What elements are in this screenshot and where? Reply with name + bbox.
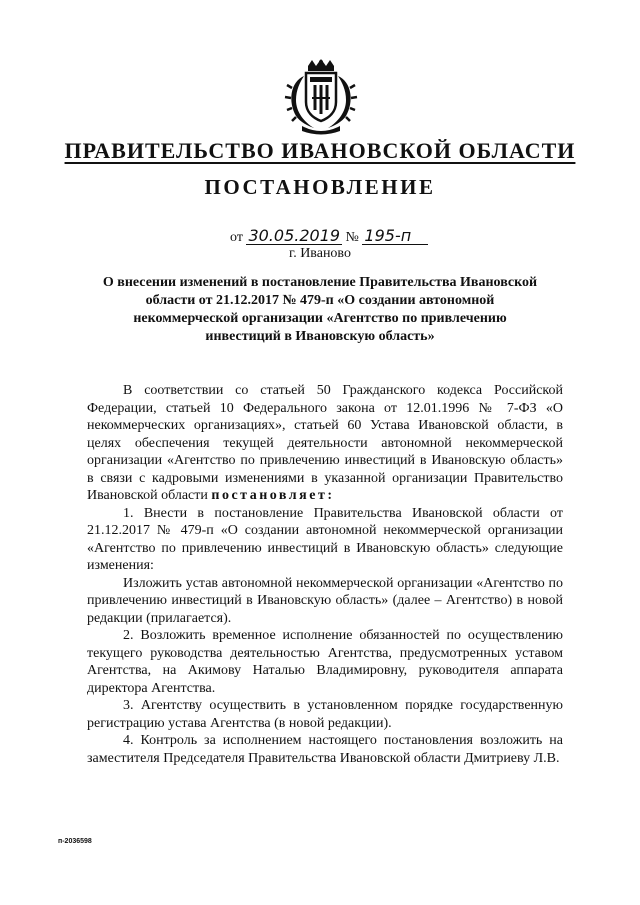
document-number: 195-п [362,228,428,245]
item-4: 4. Контроль за исполнением настоящего постановления возложить на заместителя Председателя Правительства Ивановской области Дмитриеву Л.В. [87,733,563,766]
document-type: ПОСТАНОВЛЕНИЕ [204,175,436,199]
document-date: 30.05.2019 [248,226,341,245]
intro-text: В соответствии со статьей 50 Гражданского кодекса Российской Федерации, статьей 10 Федерального закона от 12.01.1996 № 7-ФЗ «О некоммерческих организациях», статьей 60 Устава Ивановской области, в целях обеспечения текущей деятельности автономной некоммерческой организации «Агентство по привлечению инвестиций в Ивановскую область» в связи с кадровыми изменениями в указанной организации Правительство Ивановской области [87,383,563,503]
date-prefix: от [230,230,243,245]
date-number-line [230,228,428,246]
document-subject: О внесении изменений в постановление Правительства Ивановской области от 21.12.2017 № 479-п «О создании автономной некоммерческой организации «Агентство по привлечению инвестиций в Ивановскую область» [102,275,538,344]
item-2: 2. Возложить временное исполнение обязанностей по осуществлению текущего руководства деятельностью Агентства, предусмотренных уставом Агентства, на Акимову Наталью Владимировну, руководителя аппарата директора Агентства. [87,628,563,696]
number-prefix: № [345,230,359,245]
document-body [87,382,563,767]
intro-paragraph [87,382,563,505]
city: г. Иваново [289,246,351,261]
government-title: ПРАВИТЕЛЬСТВО ИВАНОВСКОЙ ОБЛАСТИ [64,138,576,163]
item-1: 1. Внести в постановление Правительства Ивановской области от 21.12.2017 № 479-п «О создании автономной некоммерческой организации «Агентство по привлечению инвестиций в Ивановскую область» следующие изменения: [87,505,563,573]
item-3: 3. Агентству осуществить в установленном порядке государственную регистрацию устава Агентства (в новой редакции). [87,698,563,731]
resolves-word: постановляет: [211,488,335,503]
coat-of-arms-icon [284,58,358,136]
document-code: п-2036598 [58,838,92,845]
item-1-subparagraph: Изложить устав автономной некоммерческой организации «Агентство по привлечению инвестиций в Ивановскую область» (далее – Агентство) в новой редакции (прилагается). [87,575,563,626]
